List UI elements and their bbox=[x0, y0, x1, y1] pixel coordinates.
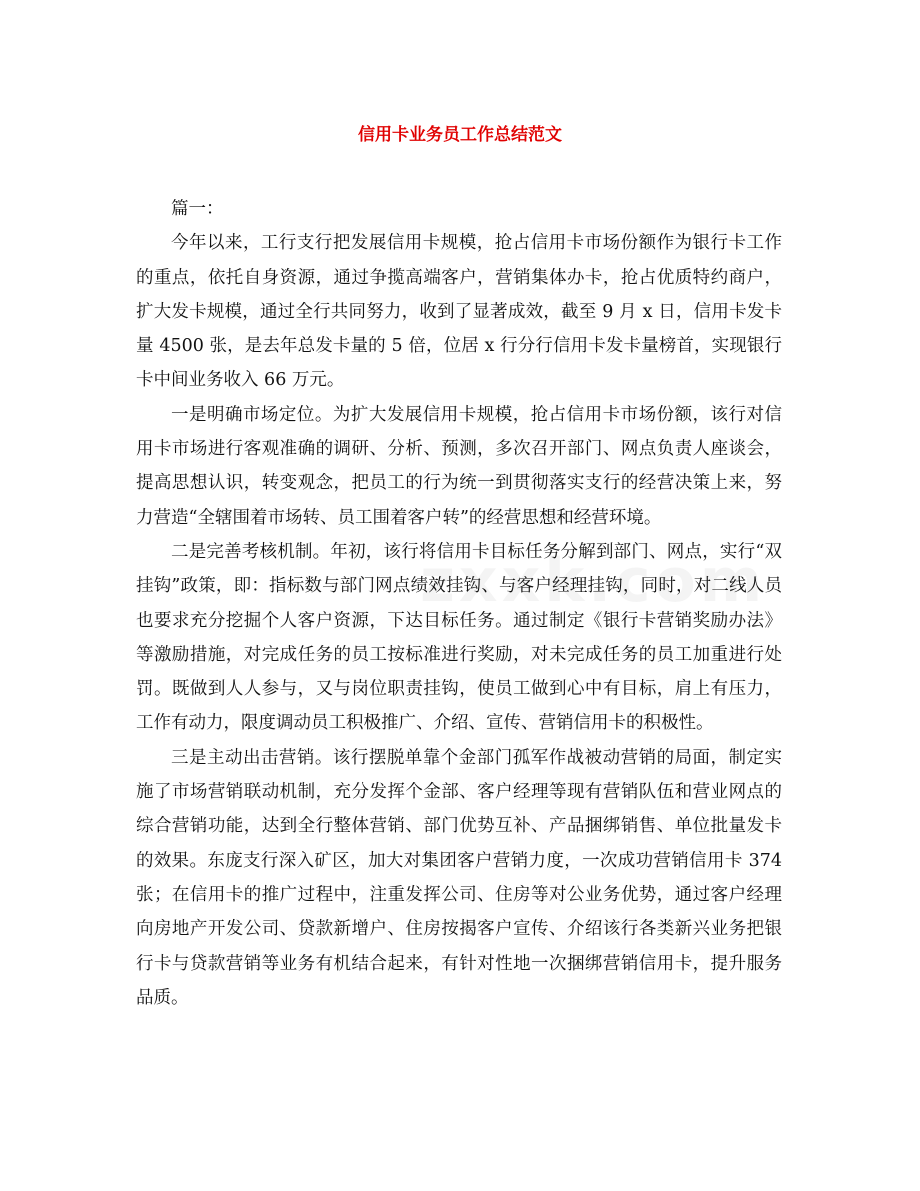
document-title: 信用卡业务员工作总结范文 bbox=[358, 125, 562, 145]
paragraph: 一是明确市场定位。为扩大发展信用卡规模，抢占信用卡市场份额，该行对信用卡市场进行客观准确的调研、分析、预测，多次召开部门、网点负责人座谈会，提高思想认识，转变观念，把员工的行为统一到贯彻落实支行的经营决策上来，努力营造“全辖围着市场转、员工围着客户转”的经营思想和经营环境。 bbox=[136, 404, 782, 528]
paragraph-heading: 篇一： bbox=[171, 199, 224, 219]
paragraph: 今年以来，工行支行把发展信用卡规模，抢占信用卡市场份额作为银行卡工作的重点，依托自身资源，通过争揽高端客户，营销集体办卡，抢占优质特约商户，扩大发卡规模，通过全行共同努力，收到了显著成效，截至 9 月 x 日，信用卡发卡量 4500 张，是去年总发卡量的 5 倍，位居 x 行分行信用卡发卡量榜首，实现银行卡中间业务收入 66 万元。 bbox=[136, 233, 782, 391]
paragraph: 二是完善考核机制。年初，该行将信用卡目标任务分解到部门、网点，实行“双挂钩”政策，即：指标数与部门网点绩效挂钩、与客户经理挂钩，同时，对二线人员也要求充分挖掘个人客户资源，下达目标任务。通过制定《银行卡营销奖励办法》等激励措施，对完成任务的员工按标准进行奖励，对未完成任务的员工加重进行处罚。既做到人人参与，又与岗位职责挂钩，使员工做到心中有目标，肩上有压力，工作有动力，限度调动员工积极推广、介绍、宣传、营销信用卡的积极性。 bbox=[136, 541, 782, 734]
document-body bbox=[136, 192, 782, 1015]
paragraph: 三是主动出击营销。该行摆脱单靠个金部门孤军作战被动营销的局面，制定实施了市场营销联动机制，充分发挥个金部、客户经理等现有营销队伍和营业网点的综合营销功能，达到全行整体营销、部门优势互补、产品捆绑销售、单位批量发卡的效果。东庞支行深入矿区，加大对集团客户营销力度，一次成功营销信用卡 374 张；在信用卡的推广过程中，注重发挥公司、住房等对公业务优势，通过客户经理向房地产开发公司、贷款新增户、住房按揭客户宣传、介绍该行各类新兴业务把银行卡与贷款营销等业务有机结合起来，有针对性地一次捆绑营销信用卡，提升服务品质。 bbox=[136, 747, 782, 1008]
